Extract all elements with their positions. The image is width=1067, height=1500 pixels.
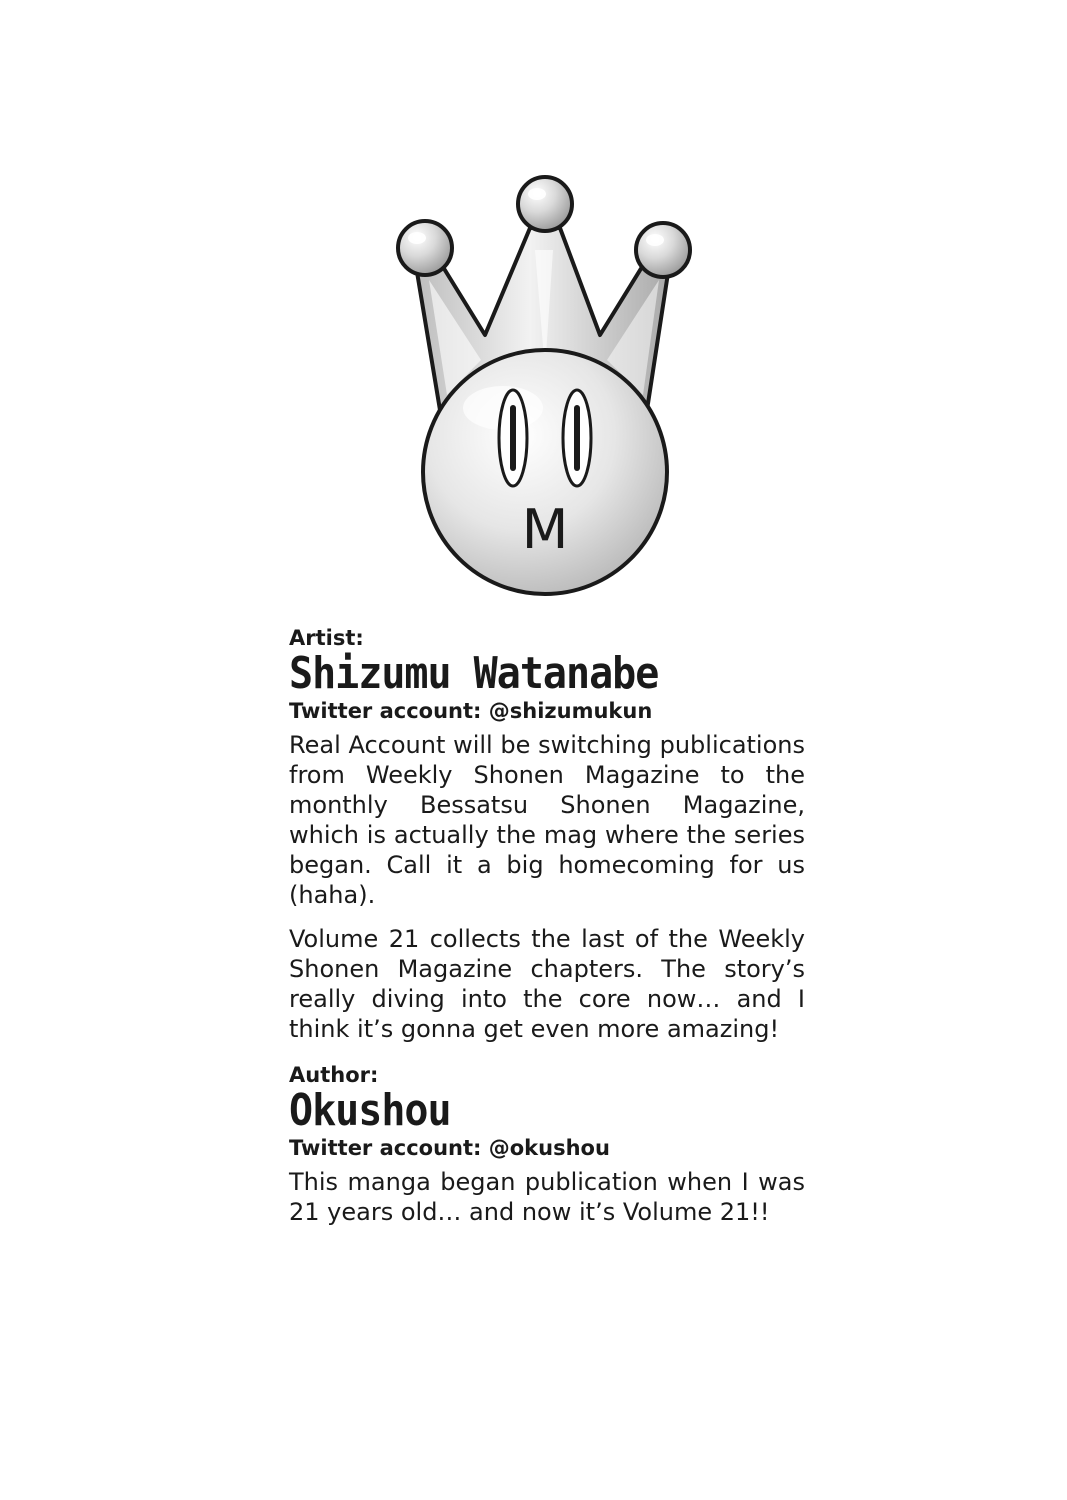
mascot-letter: M	[521, 498, 569, 561]
artist-name: Shizumu Watanabe	[289, 648, 659, 699]
crown-mascot-icon	[385, 170, 705, 600]
artist-paragraph: Volume 21 collects the last of the Weekly Shonen Magazine chapters. The story’s really diving into the core now… and I think it’s gonna get even more amazing!	[289, 925, 805, 1043]
artist-section	[289, 626, 805, 1044]
author-paragraph: This manga began publication when I was 21 years old… and now it’s Volume 21!!	[289, 1168, 805, 1226]
author-section	[289, 1063, 805, 1227]
author-label: Author:	[289, 1063, 379, 1087]
artist-paragraph: Real Account will be switching publications from Weekly Shonen Magazine to the monthly Bessatsu Shonen Magazine, which is actually the mag where the series began. Call it a big homecoming for us (haha).	[289, 731, 805, 909]
artist-label: Artist:	[289, 626, 364, 650]
artist-twitter: Twitter account: @shizumukun	[289, 699, 653, 723]
author-twitter: Twitter account: @okushou	[289, 1136, 610, 1160]
author-name: Okushou	[289, 1085, 451, 1136]
